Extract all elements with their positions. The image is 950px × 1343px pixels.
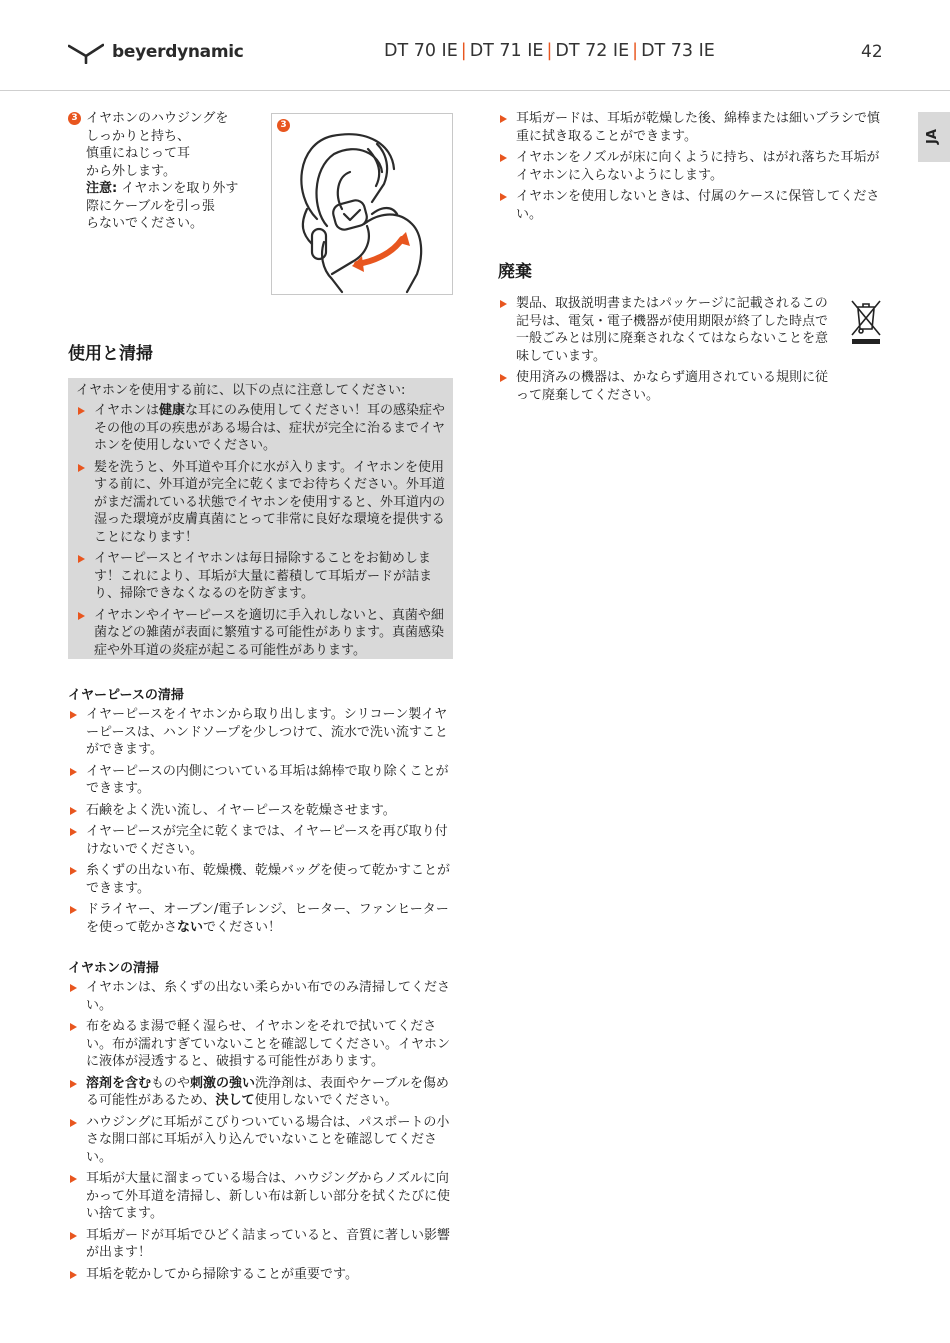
list-item: イヤホンをノズルが床に向くように持ち、はがれ落ちた耳垢がイヤホンに入らないようにします。 — [498, 149, 880, 184]
bullet-arrow-icon — [500, 193, 507, 201]
list-item: 製品、取扱説明書またはパッケージに記載されるこの記号は、電気・電子機器が使用期限が終了した時点で一般ごみとは別に廃棄されなくてはならないことを意味しています。 — [498, 295, 833, 365]
bullet-arrow-icon — [70, 906, 77, 914]
step-text-line: から外します。 — [86, 163, 176, 179]
notice-item: 髪を洗うと、外耳道や耳介に水が入ります。イヤホンを使用する前に、外耳道が完全に乾くまでお待ちください。外耳道がまだ濡れている状態でイヤホンを使用すると、外耳道内の湿った環境が皮膚真菌にとって非常に良好な環境を提供することになります！ — [76, 459, 448, 547]
ear-hand-drawing-icon — [272, 114, 452, 294]
note-text: 際にケーブルを引っ張 — [86, 198, 215, 214]
list-item: 溶剤を含むものや刺激の強い洗浄剤は、表面やケーブルを傷める可能性があるため、決して使用しないでください。 — [68, 1075, 452, 1110]
bullet-arrow-icon — [70, 984, 77, 992]
notice-box — [68, 378, 453, 659]
removal-illustration — [271, 113, 453, 295]
step-3-instruction — [68, 110, 263, 233]
model-name: DT 72 IE — [555, 41, 630, 61]
note-label: 注意: — [86, 181, 118, 196]
brand-name: beyerdynamic — [112, 42, 244, 62]
language-label: JA — [924, 129, 940, 144]
list-item: 耳垢が大量に溜まっている場合は、ハウジングからノズルに向かって外耳道を清掃し、新しい布は新しい部分を拭くたびに使い捨てます。 — [68, 1170, 452, 1223]
list-item: 石鹸をよく洗い流し、イヤーピースを乾燥させます。 — [68, 802, 452, 820]
bullet-arrow-icon — [78, 407, 85, 415]
list-item: イヤーピースの内側についている耳垢は綿棒で取り除くことができます。 — [68, 763, 452, 798]
bullet-arrow-icon — [70, 1232, 77, 1240]
notice-item: イヤホンやイヤーピースを適切に手入れしないと、真菌や細菌などの雑菌が表面に繁殖する可能性があります。真菌感染症や外耳道の炎症が起こる可能性があります。 — [76, 607, 448, 660]
model-name: DT 71 IE — [469, 41, 544, 61]
section-title-usage: 使用と清掃 — [68, 344, 153, 364]
step-number-badge: 3 — [68, 112, 81, 125]
subsection-title-earphones: イヤホンの清掃 — [68, 961, 160, 976]
bullet-arrow-icon — [500, 374, 507, 382]
step-text-line: イヤホンのハウジングを — [86, 111, 229, 126]
bullet-arrow-icon — [70, 1023, 77, 1031]
bullet-arrow-icon — [70, 867, 77, 875]
list-item: イヤーピースをイヤホンから取り出します。シリコーン製イヤーピースは、ハンドソープを少しつけて、流水で洗い流すことができます。 — [68, 706, 452, 759]
note-text: らないでください。 — [86, 216, 204, 231]
language-tab — [918, 112, 950, 162]
list-item: 使用済みの機器は、かならず適用されている規則に従って廃棄してください。 — [498, 369, 833, 404]
model-list: DT 70 IE | DT 71 IE | DT 72 IE | DT 73 IE — [384, 41, 715, 61]
bullet-arrow-icon — [70, 1080, 77, 1088]
notice-intro: イヤホンを使用する前に、以下の点に注意してください: — [76, 383, 406, 398]
bullet-arrow-icon — [70, 1175, 77, 1183]
model-name: DT 73 IE — [641, 41, 715, 61]
bullet-arrow-icon — [70, 1119, 77, 1127]
list-item: 耳垢を乾かしてから掃除することが重要です。 — [68, 1266, 452, 1284]
list-item: イヤホンを使用しないときは、付属のケースに保管してください。 — [498, 188, 880, 223]
notice-item: イヤホンは健康な耳にのみ使用してください！耳の感染症やその他の耳の疾患がある場合は、症状が完全に治るまでイヤホンを使用しないでください。 — [76, 402, 448, 455]
eartips-list — [68, 706, 452, 940]
step-text-line: 慎重にねじって耳 — [86, 146, 191, 161]
beyerdynamic-logo-icon — [68, 42, 104, 64]
list-item: 布をぬるま湯で軽く湿らせ、イヤホンをそれで拭いてください。布が濡れすぎていないことを確認してください。イヤホンに液体が浸透すると、破損する可能性があります。 — [68, 1018, 452, 1071]
bullet-arrow-icon — [78, 464, 85, 472]
bullet-arrow-icon — [70, 807, 77, 815]
bullet-arrow-icon — [78, 555, 85, 563]
bullet-arrow-icon — [70, 828, 77, 836]
bullet-arrow-icon — [500, 300, 507, 308]
bullet-arrow-icon — [78, 612, 85, 620]
section-title-disposal: 廃棄 — [498, 262, 532, 282]
list-item: 耳垢ガードは、耳垢が乾燥した後、綿棒または細いブラシで慎重に拭き取ることができます。 — [498, 110, 880, 145]
list-item: 耳垢ガードが耳垢でひどく詰まっていると、音質に著しい影響が出ます！ — [68, 1227, 452, 1262]
notice-item: イヤーピースとイヤホンは毎日掃除することをお勧めします！これにより、耳垢が大量に蓄積して耳垢ガードが詰まり、掃除できなくなるのを防ぎます。 — [76, 550, 448, 603]
earphones-list — [68, 979, 452, 1287]
right-column-list — [498, 110, 880, 227]
list-item: 糸くずの出ない布、乾燥機、乾燥バッグを使って乾かすことができます。 — [68, 862, 452, 897]
notice-list — [76, 402, 448, 663]
note-text: イヤホンを取り外す — [117, 181, 239, 196]
list-item: イヤホンは、糸くずの出ない柔らかい布でのみ清掃してください。 — [68, 979, 452, 1014]
header-divider — [0, 90, 950, 91]
crossed-out-wheelie-bin-icon — [849, 298, 883, 346]
list-item: ドライヤー、オーブン/電子レンジ、ヒーター、ファンヒーターを使って乾かさないでください！ — [68, 901, 452, 936]
step-text-line: しっかりと持ち、 — [86, 128, 191, 144]
bullet-arrow-icon — [70, 768, 77, 776]
list-item: ハウジングに耳垢がこびりついている場合は、パスポートの小さな開口部に耳垢が入り込んでいないことを確認してください。 — [68, 1114, 452, 1167]
disposal-list — [498, 295, 833, 408]
bullet-arrow-icon — [500, 115, 507, 123]
page-number: 42 — [861, 42, 883, 62]
model-name: DT 70 IE — [384, 41, 458, 61]
subsection-title-eartips: イヤーピースの清掃 — [68, 688, 184, 703]
list-item: イヤーピースが完全に乾くまでは、イヤーピースを再び取り付けないでください。 — [68, 823, 452, 858]
figure-number-badge: 3 — [277, 119, 290, 132]
bullet-arrow-icon — [500, 154, 507, 162]
bullet-arrow-icon — [70, 711, 77, 719]
bullet-arrow-icon — [70, 1271, 77, 1279]
